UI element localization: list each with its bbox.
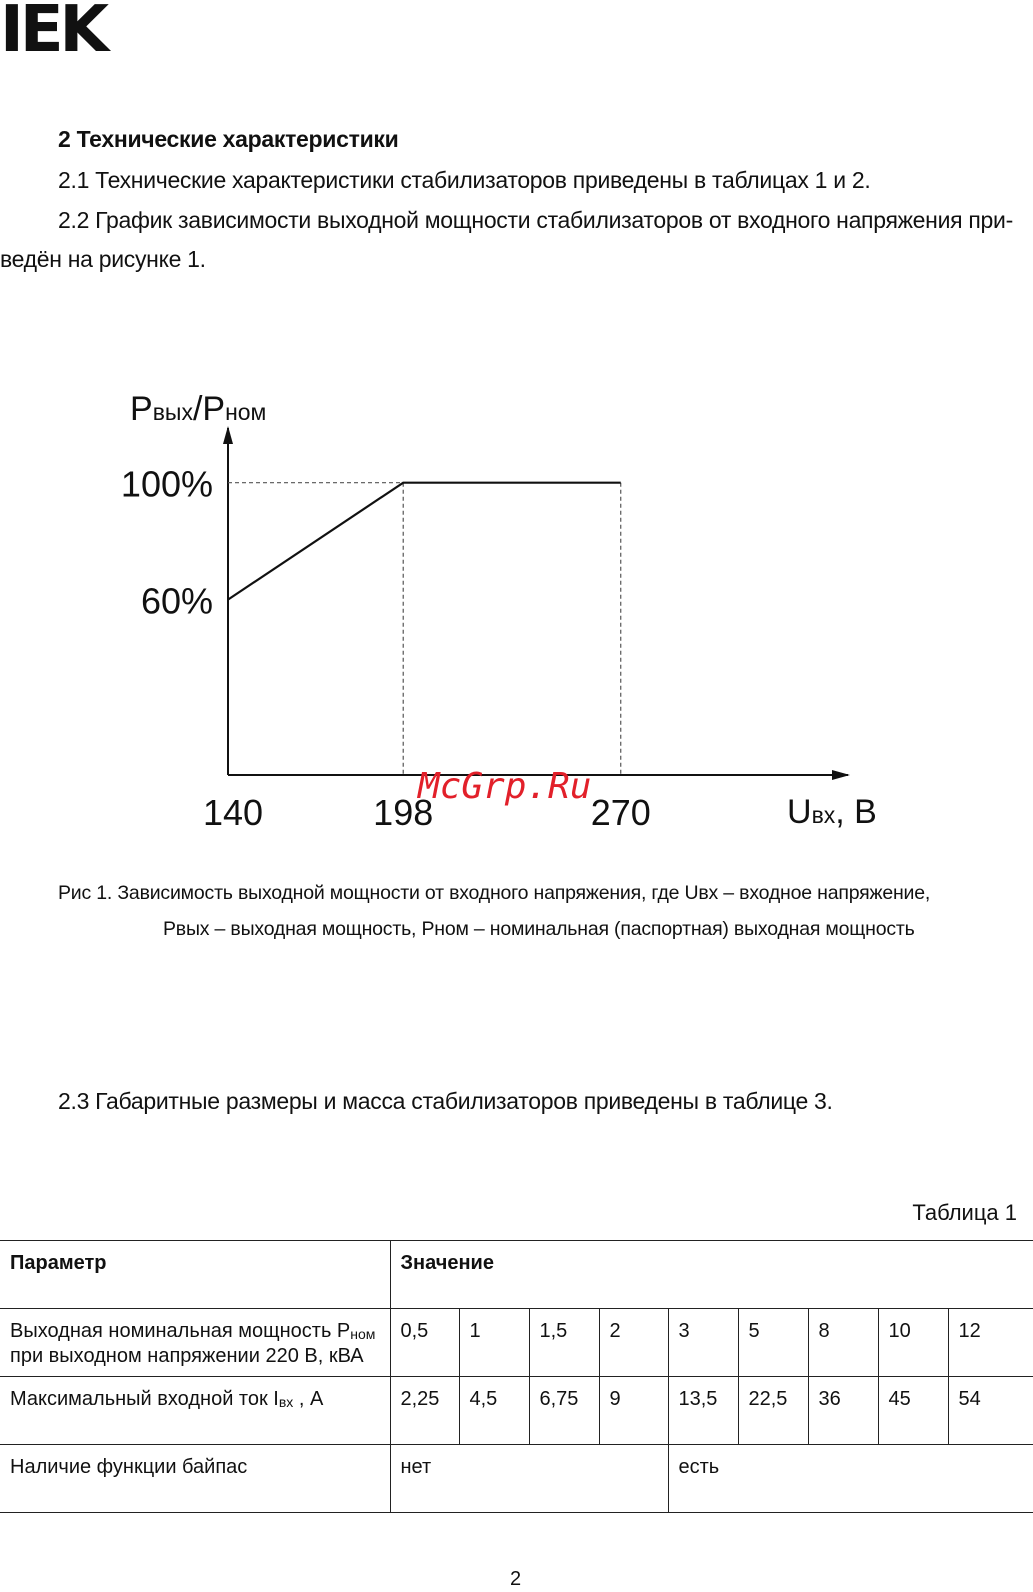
paragraph-2-2-line1: 2.2 График зависимости выходной мощности стабилизаторов от входного напряжения при- — [58, 207, 1013, 233]
y-tick-label: 100% — [120, 463, 213, 505]
power-value-cell: 0,5 — [390, 1309, 459, 1377]
header-value: Значение — [390, 1241, 1033, 1309]
table-row-current — [0, 1377, 1033, 1445]
current-value-cell: 4,5 — [459, 1377, 529, 1445]
power-value-cell: 8 — [808, 1309, 878, 1377]
iek-logo — [0, 0, 115, 67]
page-number: 2 — [510, 1568, 522, 1590]
power-value-cell: 5 — [738, 1309, 808, 1377]
header-param: Параметр — [0, 1241, 390, 1309]
power-value-cell: 10 — [878, 1309, 948, 1377]
row-label-current: Максимальный входной ток $I_{вх}$ , А — [0, 1377, 390, 1445]
bypass-no: нет — [390, 1445, 668, 1513]
series-line — [228, 483, 621, 600]
table-label: Таблица 1 — [912, 1200, 1017, 1225]
paragraph-2-3: 2.3 Габаритные размеры и масса стабилизаторов приведены в таблице 3. — [58, 1088, 833, 1114]
bypass-yes: есть — [668, 1445, 1033, 1513]
y-axis-label: Pвых/Pном — [130, 390, 267, 428]
power-value-cell: 1 — [459, 1309, 529, 1377]
current-value-cell: 2,25 — [390, 1377, 459, 1445]
current-value-cell: 9 — [599, 1377, 668, 1445]
current-value-cell: 36 — [808, 1377, 878, 1445]
row-label-bypass: Наличие функции байпас — [0, 1445, 390, 1513]
specs-table — [0, 1240, 1033, 1513]
row-label-power: Выходная номинальная мощность $P_{ном}$ при выходном напряжении 220 В, кВА — [0, 1309, 390, 1377]
watermark: McGrp.Ru — [418, 766, 592, 807]
table-row-power — [0, 1309, 1033, 1377]
logo-text: IEK — [0, 0, 106, 67]
x-tick-label: 270 — [590, 792, 651, 833]
power-voltage-chart — [0, 370, 1033, 850]
figure-caption-line2: Рвых – выходная мощность, Рном – номинальная (паспортная) выходная мощность — [163, 918, 915, 940]
figure-caption-line1: Рис 1. Зависимость выходной мощности от входного напряжения, где Uвх – входное напряжение, — [58, 882, 931, 904]
paragraph-2-2-line2: ведён на рисунке 1. — [0, 246, 206, 272]
table-header-row — [0, 1241, 1033, 1309]
power-value-cell: 2 — [599, 1309, 668, 1377]
current-value-cell: 45 — [878, 1377, 948, 1445]
section-heading: 2 Технические характеристики — [58, 126, 399, 152]
power-value-cell: 3 — [668, 1309, 738, 1377]
x-tick-label: 198 — [373, 792, 434, 833]
current-value-cell: 13,5 — [668, 1377, 738, 1445]
current-value-cell: 6,75 — [529, 1377, 599, 1445]
chart-svg — [0, 370, 1033, 850]
x-axis-label: Uвх, В — [787, 793, 877, 831]
power-value-cell: 12 — [948, 1309, 1033, 1377]
paragraph-2-1: 2.1 Технические характеристики стабилизаторов приведены в таблицах 1 и 2. — [58, 167, 871, 193]
current-value-cell: 22,5 — [738, 1377, 808, 1445]
x-tick-label: 140 — [202, 792, 264, 833]
table-row-bypass — [0, 1445, 1033, 1513]
power-value-cell: 1,5 — [529, 1309, 599, 1377]
current-value-cell: 54 — [948, 1377, 1033, 1445]
y-tick-label: 60% — [140, 580, 213, 622]
